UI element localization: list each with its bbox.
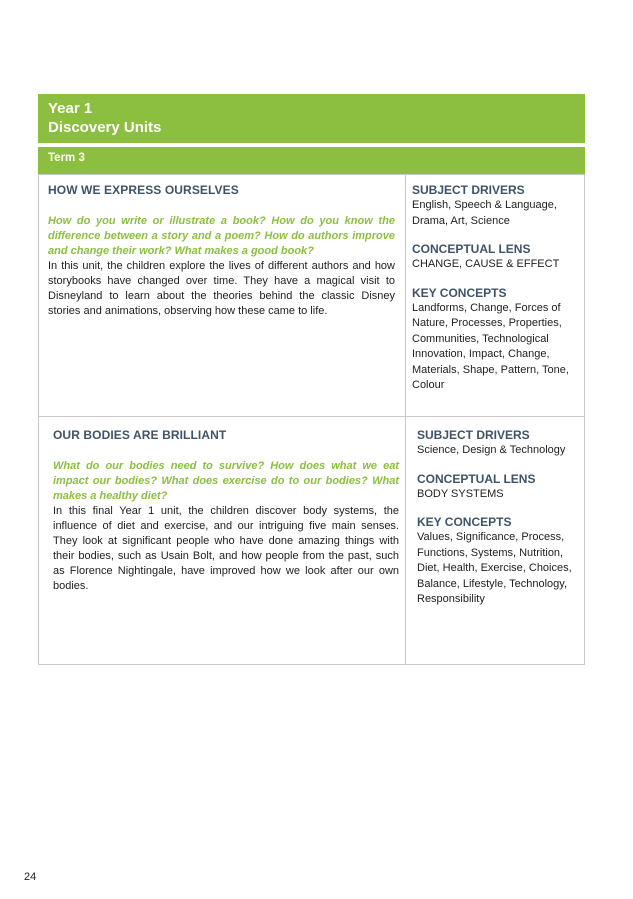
- unit-2-side: [417, 428, 577, 608]
- unit-1-description: In this unit, the children explore the lives of different authors and how storybooks have changed over time. They have a magical visit to Disneyland to learn about the theories behind the classic Disney stories and animations, observing how these came to life.: [48, 260, 395, 317]
- unit-1-side: [412, 183, 577, 394]
- unit-1-subject-drivers-heading: SUBJECT DRIVERS: [412, 183, 525, 197]
- unit-2-key-concepts-heading: KEY CONCEPTS: [417, 515, 512, 529]
- unit-2-conceptual-lens: BODY SYSTEMS: [417, 487, 504, 500]
- unit-2-conceptual-lens-heading: CONCEPTUAL LENS: [417, 471, 536, 486]
- unit-1-main: [48, 183, 395, 319]
- term-bar: [38, 147, 585, 174]
- unit-1-conceptual-lens: CHANGE, CAUSE & EFFECT: [412, 258, 560, 270]
- unit-2-title: OUR BODIES ARE BRILLIANT: [53, 428, 227, 442]
- unit-1-key-concepts-heading: KEY CONCEPTS: [412, 285, 507, 300]
- unit-2-description: In this final Year 1 unit, the children discover body systems, the influence of diet and exercise, and our intriguing five main senses. They look at significant people who have done amazing things with their bodies, such as Usain Bolt, and how people from the past, such as Florence Nightingale, have improved how we look after our own bodies.: [53, 505, 399, 592]
- unit-1-key-concepts: Landforms, Change, Forces of Nature, Processes, Properties, Communities, Technological Innovation, Impact, Change, Materials, Shape, Pattern, Tone, Colour: [412, 301, 569, 391]
- unit-2-subject-drivers: Science, Design & Technology: [417, 444, 566, 456]
- row-divider: [38, 416, 585, 417]
- unit-2-main: [53, 428, 399, 594]
- term-label: Term 3: [48, 152, 85, 164]
- unit-2-question: What do our bodies need to survive? How does what we eat impact our bodies? What does exercise do to our bodies? What makes a healthy diet?: [53, 460, 399, 502]
- unit-2-key-concepts: Values, Significance, Process, Functions, Systems, Nutrition, Diet, Health, Exercise, Choices, Balance, Lifestyle, Technology, Responsibility: [417, 531, 572, 605]
- unit-1-subject-drivers: English, Speech & Language, Drama, Art, Science: [412, 199, 557, 227]
- unit-1-conceptual-lens-heading: CONCEPTUAL LENS: [412, 242, 531, 256]
- year-title: Year 1: [48, 100, 93, 117]
- unit-1-title: HOW WE EXPRESS OURSELVES: [48, 183, 239, 197]
- unit-1-question: How do you write or illustrate a book? How do you know the difference between a story and a poem? How do authors improve and change their work? What makes a good book?: [48, 215, 395, 257]
- unit-2-subject-drivers-heading: SUBJECT DRIVERS: [417, 428, 530, 442]
- discovery-units-title: Discovery Units: [48, 119, 162, 136]
- page-number: 24: [24, 871, 37, 883]
- column-divider: [405, 174, 406, 665]
- year-header: [38, 94, 585, 143]
